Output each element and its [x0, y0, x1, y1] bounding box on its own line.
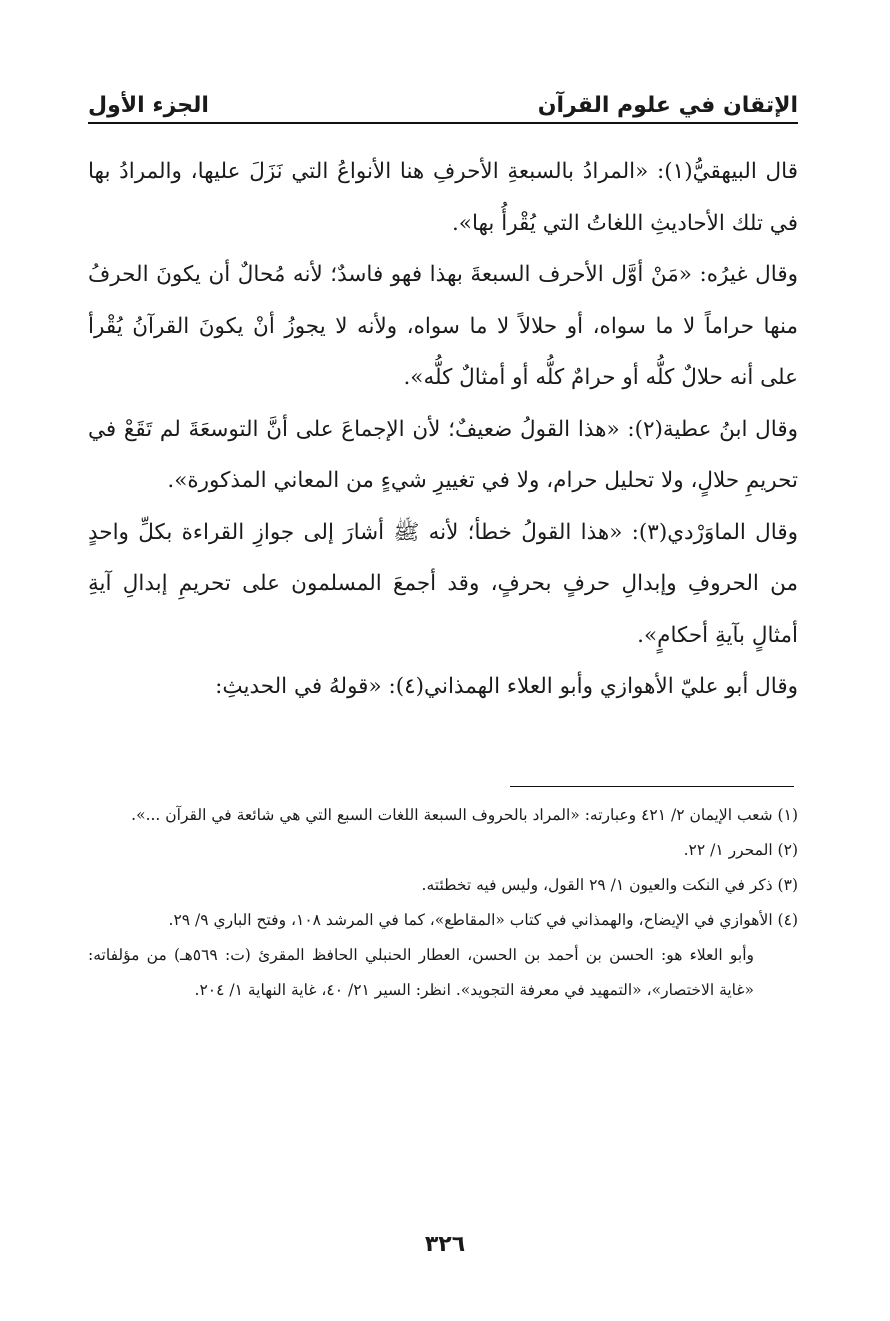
- footnotes: [88, 798, 798, 1008]
- paragraph: قال البيهقيُّ(١): «المرادُ بالسبعةِ الأحرفِ هنا الأنواعُ التي نَزَلَ عليها، والمرادُ بها في تلك الأحاديثِ اللغاتُ التي يُقْرأُ بها».: [88, 159, 798, 236]
- header-rule: [88, 122, 798, 124]
- paragraph: وقال ابنُ عطية(٢): «هذا القولُ ضعيفٌ؛ لأن الإجماعَ على أنَّ التوسعَةَ لم تَقَعْ في تحريمِ حلالٍ، ولا تحليل حرام، ولا في تغييرِ شيءٍ من المعاني المذكورة».: [88, 416, 798, 493]
- footnote: (٣) ذكر في النكت والعيون ١/ ٢٩ القول، وليس فيه تخطئته.: [421, 876, 798, 894]
- paragraph: وقال أبو عليّ الأهوازي وأبو العلاء الهمذاني(٤): «قولهُ في الحديثِ:: [215, 674, 798, 699]
- running-header: [88, 78, 798, 118]
- paragraph: وقال غيرُه: «مَنْ أوَّل الأحرف السبعةَ بهذا فهو فاسدٌ؛ لأنه مُحالٌ أن يكونَ الحرفُ منها حراماً لا ما سواه، أو حلالاً لا ما سواه، ولأنه لا يجوزُ أنْ يكونَ القرآنُ يُقْرأ على أنه حلالٌ كلُّه أو حرامٌ كلُّه أو أمثالٌ كلُّه».: [88, 262, 798, 390]
- footnote: (١) شعب الإيمان ٢/ ٤٢١ وعبارته: «المراد بالحروف السبعة اللغات السبع التي هي شائعة في القرآن ...».: [131, 806, 798, 824]
- volume-label: الجزء الأول: [88, 93, 209, 118]
- main-text: [88, 146, 798, 713]
- footnote-continuation: وأبو العلاء هو: الحسن بن أحمد بن الحسن، العطار الحنبلي الحافظ المقرئ (ت: ٥٦٩هـ) من مؤلفاته: «غاية الاختصار»، «التمهيد في معرفة التجويد». انظر: السير ٢١/ ٤٠، غاية النهاية ١/ ٢٠٤.: [88, 946, 754, 999]
- footnote: (٤) الأهوازي في الإيضاح، والهمذاني في كتاب «المقاطع»، كما في المرشد ١٠٨، وفتح الباري ٩/ ٢٩.: [168, 911, 798, 929]
- page-number: ٣٢٦: [424, 1232, 466, 1257]
- book-title: الإتقان في علوم القرآن: [537, 93, 798, 118]
- footnote-separator: [510, 786, 794, 787]
- footnote: (٢) المحرر ١/ ٢٢.: [683, 841, 798, 859]
- paragraph: وقال الماوَرْدي(٣): «هذا القولُ خطأ؛ لأنه ﷺ أشارَ إلى جوازِ القراءة بكلِّ واحدٍ من الحروفِ وإبدالِ حرفٍ بحرفٍ، وقد أجمعَ المسلمون على تحريمِ إبدالِ آيةِ أمثالٍ بآيةِ أحكامٍ».: [88, 519, 798, 648]
